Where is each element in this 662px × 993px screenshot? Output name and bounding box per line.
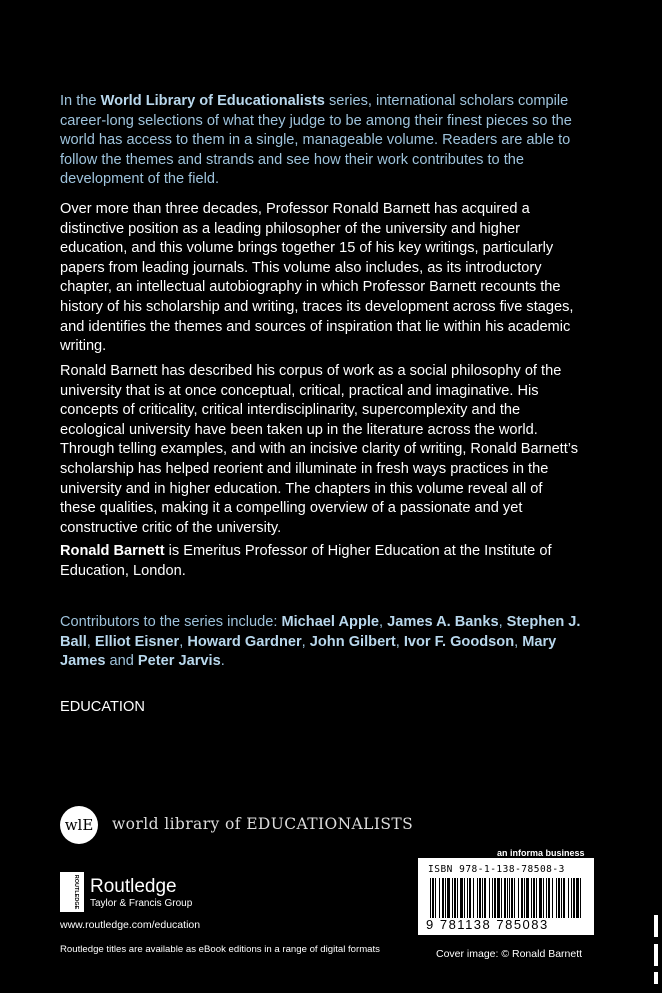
informa-tagline: an informa business (497, 848, 585, 858)
subject-category: EDUCATION (60, 699, 145, 715)
series-title: World Library of Educationalists (100, 93, 325, 109)
contributor-name: Elliot Eisner (94, 633, 180, 650)
barcode-graphic (428, 878, 584, 918)
routledge-logo-icon (60, 872, 84, 912)
contributor-name: Michael Apple (281, 614, 380, 630)
publisher-url: www.routledge.com/education (60, 919, 201, 931)
contributor-name: James A. Banks (387, 614, 499, 630)
description-paragraph-1: Over more than three decades, Professor Ronald Barnett has acquired a distinctive position as a leading philosopher of the university and higher education, and this volume brings together 15 of his key writings, particularly papers from leading journals. This volume also includes, as its introductory chapter, an intellectual autobiography in which Professor Barnett recounts the history of his scholarship and writing, traces its development across five stages, and identifies the themes and sources of inspiration that lie within his academic writing. (60, 201, 574, 355)
intro-rest: series, international scholars compile career-long selections of what they judge to be among their finest pieces so the world has access to them in a single, manageable volume. Readers are able to follow the themes and strands and see how their work contributes to the development of the field. (60, 93, 572, 188)
contributor-names: Michael Apple, James A. Banks, Stephen J. Ball, Elliot Eisner, Howard Gardner, John Gilbert, Ivor F. Goodson, Mary James and Peter Jarvis. (60, 614, 581, 670)
description-paragraph-2: Ronald Barnett has described his corpus of work as a social philosophy of the university that is at once conceptual, critical, practical and imaginative. His concepts of criticality, critical interdisciplinarity, supercomplexity and the ecological university have been taken up in the literature across the world. Through telling examples, and with an incisive clarity of writing, Ronald Barnett’s scholarship has helped reorient and illuminate in fresh ways practices in the university and in higher education. The chapters in this volume reveal all of these qualities, making it a compelling overview of a passionate and yet constructive critic of the university. (60, 363, 579, 536)
publisher-group: Taylor & Francis Group (90, 898, 193, 909)
svg-text:ROUTLEDGE: ROUTLEDGE (73, 874, 79, 910)
intro-prefix: In the (60, 93, 101, 109)
contributor-name: Stephen J. Ball (60, 614, 581, 650)
author-bio-text: is Emeritus Professor of Higher Education at the Institute of Education, London. (60, 543, 552, 579)
series-logo-name: world library of EDUCATIONALISTS (112, 815, 414, 833)
series-logo-icon: wlE (60, 806, 98, 844)
isbn-label: ISBN 978-1-138-78508-3 (428, 864, 565, 875)
edge-mark (654, 944, 658, 966)
ebook-note: Routledge titles are available as eBook editions in a range of digital formats (60, 944, 380, 955)
contributor-name: Ivor F. Goodson (403, 633, 515, 650)
cover-credit: Cover image: © Ronald Barnett (436, 948, 583, 960)
barcode-number: 9 781138 785083 (426, 917, 549, 932)
author-bio (60, 542, 580, 581)
series-intro-paragraph (60, 92, 580, 190)
contributors-intro: Contributors to the series include: (60, 614, 282, 630)
edge-mark (654, 915, 658, 937)
isbn-barcode-box (418, 858, 594, 935)
contributor-name: Peter Jarvis (137, 653, 221, 670)
contributors-list (60, 613, 600, 672)
edge-mark (654, 972, 658, 984)
contributor-name: Howard Gardner (187, 633, 302, 650)
publisher-name: Routledge (90, 876, 177, 897)
author-name: Ronald Barnett (60, 543, 165, 559)
contributor-name: Mary James (60, 633, 557, 670)
contributor-name: John Gilbert (309, 633, 396, 650)
